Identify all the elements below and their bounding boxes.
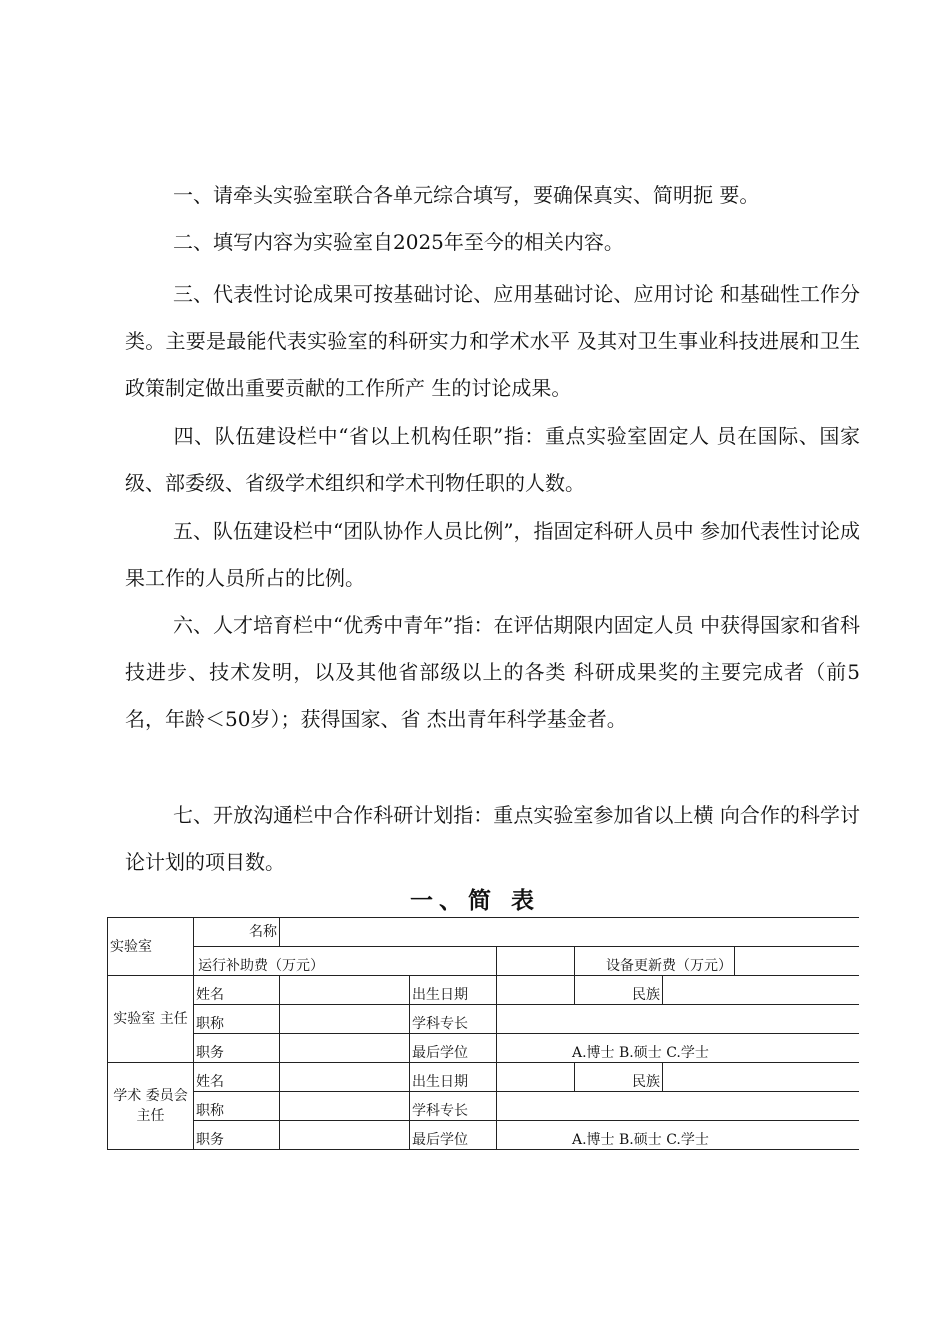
committee-ethnicity-cell[interactable]: [663, 1063, 860, 1092]
table-title: 一、简 表: [409, 887, 540, 914]
director-title-cell[interactable]: [280, 1005, 410, 1034]
director-ethnicity-cell[interactable]: [663, 976, 860, 1005]
director-specialty-label: 学科专长: [410, 1005, 497, 1034]
director-specialty-cell[interactable]: [497, 1005, 860, 1034]
director-birth-cell[interactable]: [497, 976, 575, 1005]
committee-position-label: 职务: [194, 1121, 280, 1150]
committee-surname-label: 姓名: [194, 1063, 280, 1092]
committee-specialty-cell[interactable]: [497, 1092, 860, 1121]
subsidy-label: 运行补助费（万元）: [194, 947, 497, 976]
director-ethnicity-label: 民族: [575, 976, 663, 1005]
director-surname-cell[interactable]: [280, 976, 410, 1005]
committee-degree-options[interactable]: A.博士 B.硕士 C.学士: [497, 1121, 860, 1150]
committee-position-cell[interactable]: [280, 1121, 410, 1150]
equipment-label: 设备更新费（万元）: [575, 947, 735, 976]
instruction-7: 七、开放沟通栏中合作科研计划指：重点实验室参加省以上横 向合作的科学讨论计划的项目数。: [125, 803, 860, 874]
director-position-label: 职务: [194, 1034, 280, 1063]
instruction-2: 二、填写内容为实验室自2025年至今的相关内容。: [173, 230, 624, 254]
instruction-1: 一、请牵头实验室联合各单元综合填写，要确保真实、简明扼 要。: [173, 183, 760, 207]
instruction-4: 四、队伍建设栏中“省以上机构任职”指：重点实验室固定人 员在国际、国家级、部委级、省级学术组织和学术刊物任职的人数。: [125, 424, 860, 495]
name-value-cell[interactable]: [280, 918, 860, 947]
director-surname-label: 姓名: [194, 976, 280, 1005]
committee-surname-cell[interactable]: [280, 1063, 410, 1092]
name-label: 名称: [194, 918, 280, 947]
committee-ethnicity-label: 民族: [575, 1063, 663, 1092]
committee-specialty-label: 学科专长: [410, 1092, 497, 1121]
instruction-5: 五、队伍建设栏中“团队协作人员比例”，指固定科研人员中 参加代表性讨论成果工作的人员所占的比例。: [125, 519, 860, 590]
committee-title-cell[interactable]: [280, 1092, 410, 1121]
director-group-label: 实验室 主任: [108, 976, 194, 1063]
director-position-cell[interactable]: [280, 1034, 410, 1063]
director-degree-options[interactable]: A.博士 B.硕士 C.学士: [497, 1034, 860, 1063]
subsidy-value-cell[interactable]: [497, 947, 575, 976]
committee-birth-cell[interactable]: [497, 1063, 575, 1092]
equipment-value-cell[interactable]: [735, 947, 860, 976]
committee-birth-label: 出生日期: [410, 1063, 497, 1092]
lab-label: 实验室: [108, 918, 194, 976]
instruction-6: 六、人才培育栏中“优秀中青年”指：在评估期限内固定人员 中获得国家和省科技进步、技术发明，以及其他省部级以上的各类 科研成果奖的主要完成者（前5名，年龄＜50岁）；获得国家、省 杰出青年科学基金者。: [125, 613, 860, 731]
director-birth-label: 出生日期: [410, 976, 497, 1005]
instruction-3: 三、代表性讨论成果可按基础讨论、应用基础讨论、应用讨论 和基础性工作分类。主要是最能代表实验室的科研实力和学术水平 及其对卫生事业科技进展和卫生政策制定做出重要贡献的工作所产 生的讨论成果。: [125, 282, 860, 400]
committee-degree-label: 最后学位: [410, 1121, 497, 1150]
committee-group-label: 学术 委员会 主任: [108, 1063, 194, 1150]
director-title-label: 职称: [194, 1005, 280, 1034]
committee-title-label: 职称: [194, 1092, 280, 1121]
director-degree-label: 最后学位: [410, 1034, 497, 1063]
summary-table: [107, 917, 859, 1162]
